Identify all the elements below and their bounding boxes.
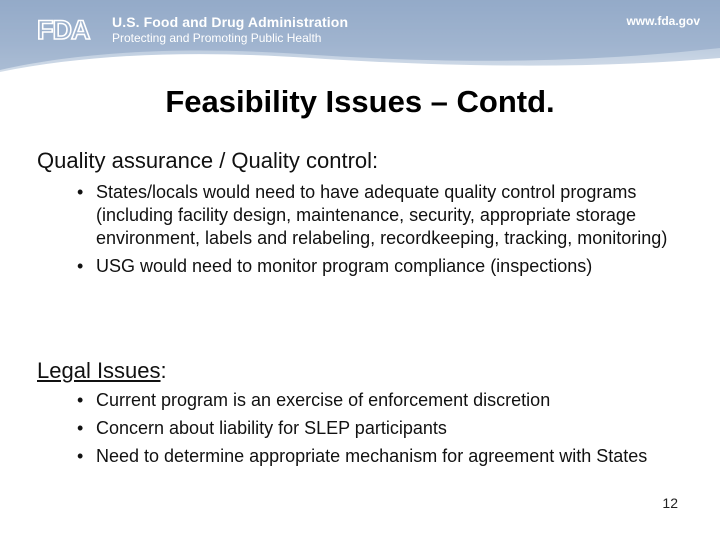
list-item: • Need to determine appropriate mechanism for agreement with States xyxy=(76,445,676,468)
slide-title: Feasibility Issues – Contd. xyxy=(165,84,555,119)
section-heading-legal xyxy=(37,358,167,384)
header-banner xyxy=(0,0,720,72)
page-number: 12 xyxy=(662,495,678,511)
list-item: • USG would need to monitor program compliance (inspections) xyxy=(76,255,676,278)
quality-bullet-list xyxy=(76,181,676,283)
agency-name: U.S. Food and Drug Administration xyxy=(112,14,349,30)
agency-tagline: Protecting and Promoting Public Health xyxy=(112,31,322,45)
legal-heading-text: Legal Issues xyxy=(37,358,161,383)
legal-heading-colon: : xyxy=(160,358,167,383)
list-item: • States/locals would need to have adequate quality control programs (including facility design, maintenance, security, appropriate storage environment, labels and relabeling, recordkeeping, tracking, monitoring) xyxy=(76,181,676,250)
fda-logo xyxy=(36,14,102,44)
list-item: • Concern about liability for SLEP participants xyxy=(76,417,676,440)
fda-logo-text: FDA xyxy=(37,15,90,44)
section-heading-quality: Quality assurance / Quality control: xyxy=(37,148,379,173)
website-url[interactable]: www.fda.gov xyxy=(626,14,700,28)
header-swoosh xyxy=(0,0,720,72)
legal-bullet-list xyxy=(76,389,676,473)
list-item: • Current program is an exercise of enforcement discretion xyxy=(76,389,676,412)
